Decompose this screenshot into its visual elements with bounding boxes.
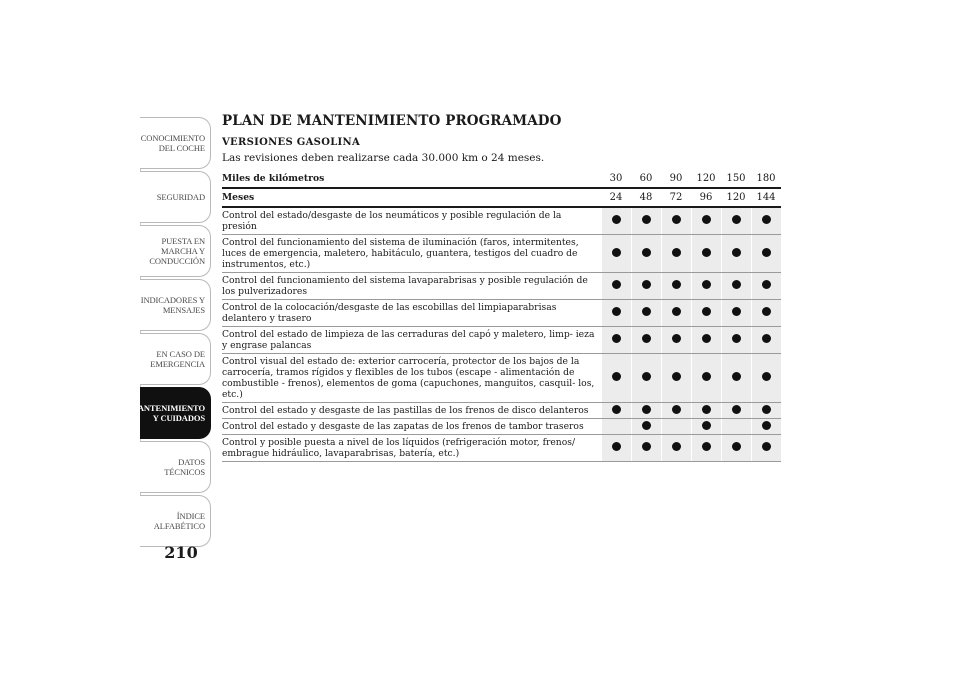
- interval-cell: [661, 300, 691, 327]
- check-dot-icon: [702, 372, 711, 381]
- table-row: [222, 207, 781, 235]
- interval-cell: [721, 327, 751, 354]
- check-dot-icon: [612, 372, 621, 381]
- check-dot-icon: [702, 215, 711, 224]
- km-value: 120: [691, 169, 721, 188]
- interval-cell: [691, 403, 721, 419]
- check-dot-icon: [672, 248, 681, 257]
- interval-cell: [691, 419, 721, 435]
- interval-cell: [631, 419, 661, 435]
- interval-cell: [751, 435, 781, 462]
- check-dot-icon: [702, 405, 711, 414]
- check-dot-icon: [612, 442, 621, 451]
- check-dot-icon: [732, 307, 741, 316]
- section-subtitle: VERSIONES GASOLINA: [222, 137, 361, 148]
- task-description: Control del funcionamiento del sistema de iluminación (faros, intermitentes, luces de emergencia, maletero, habitáculo, guantera, testigos del cuadro de instrumentos, etc.): [222, 235, 601, 273]
- task-description: Control del estado y desgaste de las pastillas de los frenos de disco delanteros: [222, 403, 601, 419]
- task-description: Control y posible puesta a nivel de los líquidos (refrigeración motor, frenos/ embrague hidráulico, lavaparabrisas, batería, etc.): [222, 435, 601, 462]
- interval-cell: [601, 435, 631, 462]
- check-dot-icon: [702, 442, 711, 451]
- check-dot-icon: [732, 334, 741, 343]
- months-value: 96: [691, 188, 721, 207]
- interval-cell: [691, 207, 721, 235]
- main-content: [222, 111, 781, 462]
- interval-cell: [691, 354, 721, 403]
- interval-cell: [601, 300, 631, 327]
- interval-cell: [721, 403, 751, 419]
- tab-label: PUESTA EN MARCHA Y CONDUCCIÓN: [149, 236, 205, 266]
- check-dot-icon: [762, 307, 771, 316]
- interval-cell: [631, 327, 661, 354]
- check-dot-icon: [702, 248, 711, 257]
- task-description: Control del estado y desgaste de las zapatas de los frenos de tambor traseros: [222, 419, 601, 435]
- interval-cell: [751, 403, 781, 419]
- interval-cell: [721, 273, 751, 300]
- interval-cell: [721, 419, 751, 435]
- check-dot-icon: [642, 280, 651, 289]
- interval-cell: [751, 354, 781, 403]
- check-dot-icon: [672, 307, 681, 316]
- intro-text: Las revisiones deben realizarse cada 30.000 km o 24 meses.: [222, 152, 545, 164]
- table-row: [222, 403, 781, 419]
- check-dot-icon: [732, 215, 741, 224]
- check-dot-icon: [612, 248, 621, 257]
- interval-cell: [691, 273, 721, 300]
- interval-cell: [751, 207, 781, 235]
- check-dot-icon: [702, 421, 711, 430]
- check-dot-icon: [732, 372, 741, 381]
- task-description: Control del funcionamiento del sistema lavaparabrisas y posible regulación de los pulverizadores: [222, 273, 601, 300]
- check-dot-icon: [762, 372, 771, 381]
- interval-cell: [721, 300, 751, 327]
- interval-cell: [631, 300, 661, 327]
- interval-cell: [601, 235, 631, 273]
- interval-cell: [661, 327, 691, 354]
- task-description: Control del estado de limpieza de las cerraduras del capó y maletero, limp- ieza y engrase palancas: [222, 327, 601, 354]
- check-dot-icon: [672, 215, 681, 224]
- km-value: 30: [601, 169, 631, 188]
- interval-cell: [631, 207, 661, 235]
- maintenance-table: [222, 169, 781, 462]
- header-row-km: [222, 169, 781, 188]
- task-description: Control visual del estado de: exterior carrocería, protector de los bajos de la carrocería, tramos rígidos y flexibles de los tubos (escape - alimentación de combustible - frenos), elementos de goma (capuchones, manguitos, casquil- los, etc.): [222, 354, 601, 403]
- tab-chapter[interactable]: [140, 171, 211, 223]
- check-dot-icon: [732, 248, 741, 257]
- check-dot-icon: [642, 334, 651, 343]
- check-dot-icon: [732, 405, 741, 414]
- interval-cell: [751, 300, 781, 327]
- interval-cell: [661, 235, 691, 273]
- interval-cell: [721, 207, 751, 235]
- check-dot-icon: [672, 405, 681, 414]
- interval-cell: [631, 403, 661, 419]
- check-dot-icon: [642, 442, 651, 451]
- check-dot-icon: [762, 280, 771, 289]
- interval-cell: [631, 235, 661, 273]
- check-dot-icon: [702, 280, 711, 289]
- check-dot-icon: [672, 372, 681, 381]
- km-row-label: Miles de kilómetros: [222, 169, 601, 188]
- interval-cell: [631, 435, 661, 462]
- months-value: 72: [661, 188, 691, 207]
- tab-label: EN CASO DE EMERGENCIA: [150, 349, 205, 369]
- page-number: 210: [164, 543, 198, 562]
- check-dot-icon: [642, 215, 651, 224]
- check-dot-icon: [612, 405, 621, 414]
- tab-label: INDICADORES Y MENSAJES: [140, 295, 205, 315]
- tab-chapter[interactable]: [129, 387, 211, 439]
- check-dot-icon: [612, 215, 621, 224]
- km-value: 180: [751, 169, 781, 188]
- interval-cell: [661, 419, 691, 435]
- interval-cell: [721, 235, 751, 273]
- tab-label: MANTENIMIENTO Y CUIDADOS: [129, 403, 205, 423]
- interval-cell: [691, 300, 721, 327]
- table-row: [222, 273, 781, 300]
- interval-cell: [601, 327, 631, 354]
- interval-cell: [691, 435, 721, 462]
- check-dot-icon: [642, 405, 651, 414]
- check-dot-icon: [672, 280, 681, 289]
- check-dot-icon: [672, 334, 681, 343]
- check-dot-icon: [762, 405, 771, 414]
- check-dot-icon: [702, 307, 711, 316]
- check-dot-icon: [702, 334, 711, 343]
- km-value: 60: [631, 169, 661, 188]
- check-dot-icon: [762, 248, 771, 257]
- interval-cell: [601, 354, 631, 403]
- check-dot-icon: [762, 442, 771, 451]
- tab-label: CONOCIMIENTO DEL COCHE: [140, 133, 205, 153]
- tab-chapter[interactable]: [140, 279, 211, 331]
- interval-cell: [751, 419, 781, 435]
- check-dot-icon: [642, 372, 651, 381]
- months-value: 24: [601, 188, 631, 207]
- interval-cell: [661, 403, 691, 419]
- interval-cell: [631, 273, 661, 300]
- interval-cell: [751, 235, 781, 273]
- interval-cell: [601, 207, 631, 235]
- check-dot-icon: [762, 334, 771, 343]
- task-description: Control del estado/desgaste de los neumáticos y posible regulación de la presión: [222, 207, 601, 235]
- table-row: [222, 419, 781, 435]
- interval-cell: [721, 354, 751, 403]
- tab-label: SEGURIDAD: [156, 192, 205, 202]
- maintenance-rows: [222, 207, 781, 462]
- check-dot-icon: [762, 215, 771, 224]
- interval-cell: [661, 273, 691, 300]
- page-title: PLAN DE MANTENIMIENTO PROGRAMADO: [222, 113, 562, 129]
- chapter-tabs: [129, 117, 211, 549]
- interval-cell: [751, 273, 781, 300]
- check-dot-icon: [732, 442, 741, 451]
- table-row: [222, 300, 781, 327]
- tab-chapter[interactable]: [140, 333, 211, 385]
- months-value: 144: [751, 188, 781, 207]
- table-row: [222, 354, 781, 403]
- tab-chapter[interactable]: [140, 225, 211, 277]
- check-dot-icon: [612, 280, 621, 289]
- table-row: [222, 327, 781, 354]
- interval-cell: [721, 435, 751, 462]
- tab-label: ÍNDICE ALFABÉTICO: [153, 511, 205, 531]
- tab-chapter[interactable]: [140, 441, 211, 493]
- interval-cell: [631, 354, 661, 403]
- months-value: 120: [721, 188, 751, 207]
- check-dot-icon: [672, 442, 681, 451]
- interval-cell: [661, 207, 691, 235]
- km-value: 150: [721, 169, 751, 188]
- months-row-label: Meses: [222, 188, 601, 207]
- table-row: [222, 435, 781, 462]
- tab-chapter[interactable]: [140, 117, 211, 169]
- interval-cell: [601, 403, 631, 419]
- check-dot-icon: [762, 421, 771, 430]
- check-dot-icon: [612, 307, 621, 316]
- tab-label: DATOS TÉCNICOS: [164, 457, 205, 477]
- interval-cell: [691, 327, 721, 354]
- check-dot-icon: [732, 280, 741, 289]
- interval-cell: [691, 235, 721, 273]
- interval-cell: [661, 435, 691, 462]
- check-dot-icon: [612, 334, 621, 343]
- interval-cell: [601, 419, 631, 435]
- months-value: 48: [631, 188, 661, 207]
- check-dot-icon: [642, 421, 651, 430]
- interval-cell: [751, 327, 781, 354]
- task-description: Control de la colocación/desgaste de las escobillas del limpiaparabrisas delantero y trasero: [222, 300, 601, 327]
- interval-cell: [601, 273, 631, 300]
- check-dot-icon: [642, 307, 651, 316]
- check-dot-icon: [642, 248, 651, 257]
- table-row: [222, 235, 781, 273]
- tab-chapter[interactable]: [140, 495, 211, 547]
- km-value: 90: [661, 169, 691, 188]
- interval-cell: [661, 354, 691, 403]
- header-row-months: [222, 188, 781, 207]
